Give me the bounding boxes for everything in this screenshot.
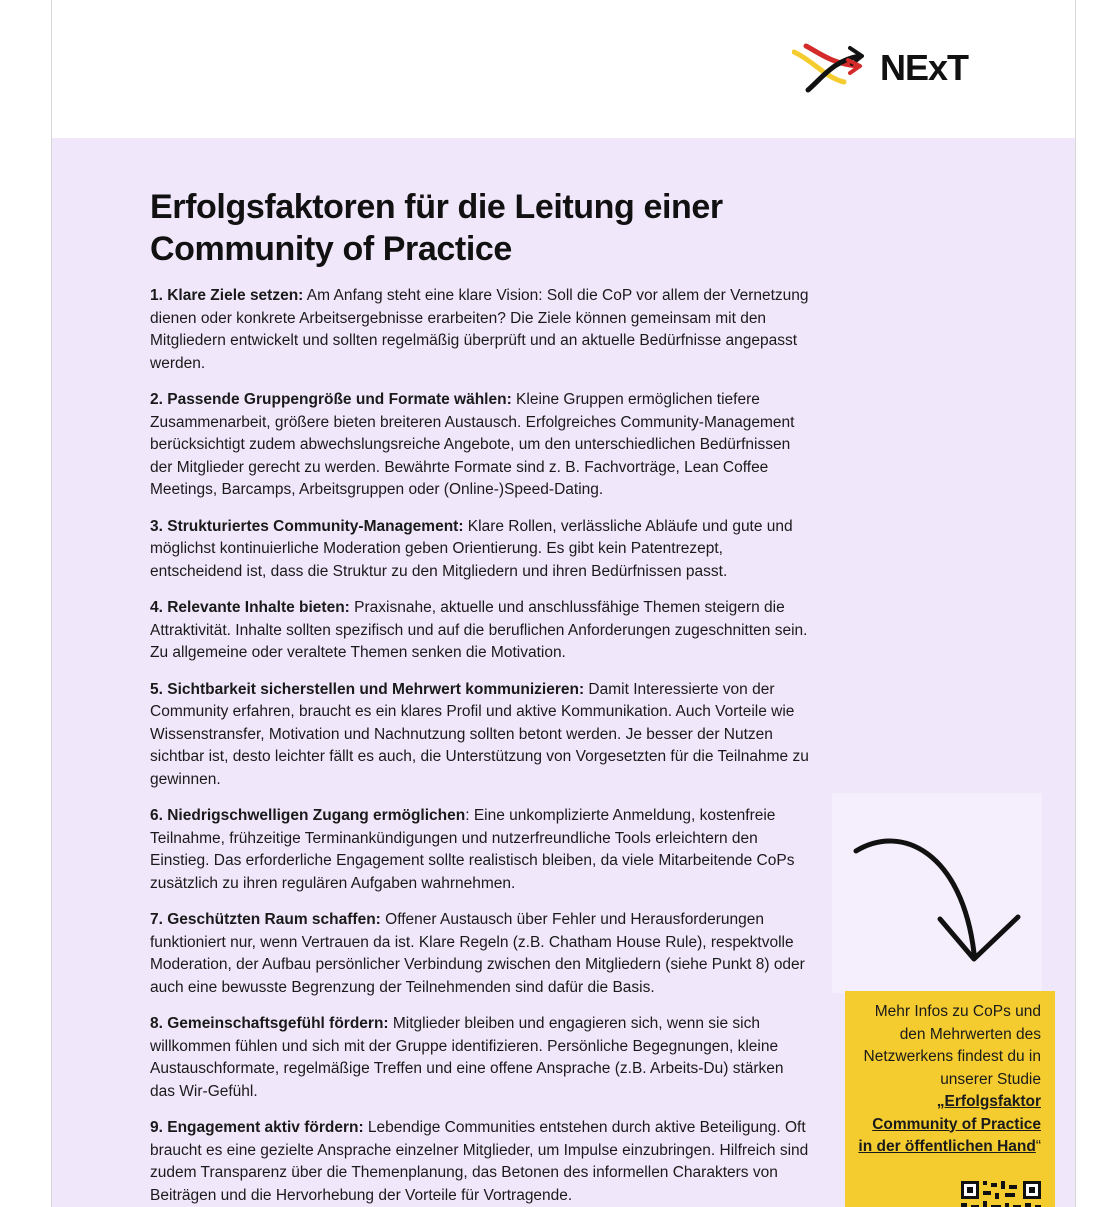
study-link[interactable]: „Erfolgsfaktor Community of Practice in der öffentlichen Hand	[858, 1093, 1041, 1155]
success-factors-list	[150, 285, 810, 1207]
item-lead: 7. Geschützten Raum schaffen:	[150, 911, 381, 928]
item-lead: 3. Strukturiertes Community-Management:	[150, 517, 464, 535]
page-title: Erfolgsfaktoren für die Leitung einer Community of Practice	[150, 188, 723, 268]
item-lead: 8. Gemeinschaftsgefühl fördern:	[150, 1015, 389, 1032]
qr-code-icon[interactable]	[961, 1181, 1041, 1207]
list-item	[150, 516, 810, 584]
next-logo[interactable]	[792, 38, 968, 98]
item-text: Kleine Gruppen ermöglichen tiefere Zusammenarbeit, größere bieten breiteren Austausch. Erfolgreiches Community-Management berücksichtigt zudem abwechslungsreiche Angebote, um den unterschiedlichen Bedürfnissen der Mitglieder gerecht zu werden. Bewährte Formate sind z. B. Fachvorträge, Lean Coffee Meetings, Barcamps, Arbeitsgruppen oder (Online-)Speed-Dating.	[150, 391, 795, 498]
item-lead: 1. Klare Ziele setzen:	[150, 287, 304, 304]
list-item	[150, 597, 810, 665]
list-item	[150, 909, 810, 999]
content-area	[52, 138, 1076, 1207]
arrow-graphic	[832, 793, 1042, 993]
document-page	[51, 0, 1076, 1207]
brand-name: NExT	[880, 47, 969, 88]
list-item	[150, 1013, 810, 1103]
item-text: Am Anfang steht eine klare Vision: Soll die CoP vor allem der Vernetzung dienen oder konkrete Arbeitsergebnisse erarbeiten? Die Ziele können gemeinsam mit den Mitgliedern entwickelt und sollten regelmäßig überprüft und an aktuelle Bedürfnisse angepasst werden.	[150, 287, 809, 372]
item-text: : Eine unkomplizierte Anmeldung, kostenfreie Teilnahme, frühzeitige Terminankündigungen und nutzerfreundliche Tools erleichtern den Einstieg. Das erforderliche Engagement sollte realistisch bleiben, da viele Mitarbeitende CoPs zusätzlich zu ihren regulären Aufgaben wahrnehmen.	[150, 807, 795, 892]
info-text	[855, 1001, 1041, 1159]
item-text: Offener Austausch über Fehler und Herausforderungen funktioniert nur, wenn Vertrauen da ist. Klare Regeln (z.B. Chatham House Rule), respektvolle Moderation, der Aufbau persönlicher Verbindung zwischen den Mitgliedern (siehe Punkt 8) oder auch eine bewusste Begrenzung der Teilnehmenden sind dafür die Basis.	[150, 911, 805, 996]
list-item	[150, 389, 810, 502]
item-text: Praxisnahe, aktuelle und anschlussfähige Themen steigern die Attraktivität. Inhalte sollten spezifisch und auf die beruflichen Anforderungen zugeschnitten sein. Zu allgemeine oder veraltete Themen senken die Motivation.	[150, 599, 808, 661]
info-intro: Mehr Infos zu CoPs und den Mehrwerten des Netzwerkens findest du in unserer Studie	[863, 1003, 1041, 1088]
item-lead: 5. Sichtbarkeit sicherstellen und Mehrwert kommunizieren:	[150, 680, 585, 698]
list-item	[150, 285, 810, 375]
study-info-box	[845, 991, 1055, 1207]
item-text: Damit Interessierte von der Community erfahren, braucht es ein klares Profil und aktive Kommunikation. Auch Vorteile wie Wissenstransfer, Motivation und Nachnutzung sollten betont werden. Je besser der Nutzen sichtbar ist, desto leichter fällt es auch, die Unterstützung von Vorgesetzten für die Teilnahme zu gewinnen.	[150, 680, 809, 788]
item-lead: 4. Relevante Inhalte bieten:	[150, 599, 350, 616]
next-logo-icon	[792, 38, 876, 98]
curved-arrow-icon	[832, 793, 1042, 993]
list-item	[150, 1117, 810, 1207]
item-lead: 2. Passende Gruppengröße und Formate wählen:	[150, 391, 512, 408]
item-lead: 6. Niedrigschwelligen Zugang ermöglichen	[150, 807, 466, 824]
item-text: Klare Rollen, verlässliche Abläufe und gute und möglichst kontinuierliche Moderation geben Orientierung. Es gibt kein Patentrezept, entscheidend ist, dass die Struktur zu den Mitgliedern und ihren Bedürfnissen passt.	[150, 517, 793, 580]
item-lead: 9. Engagement aktiv fördern:	[150, 1119, 364, 1136]
page-header	[52, 0, 1076, 138]
list-item	[150, 679, 810, 792]
list-item	[150, 805, 810, 895]
item-text: Mitglieder bleiben und engagieren sich, wenn sie sich willkommen fühlen und sich mit der Gruppe identifizieren. Persönliche Begegnungen, kleine Austauschformate, regelmäßige Treffen und eine offene Ansprache (z.B. Arbeits-Du) stärken das Wir-Gefühl.	[150, 1015, 784, 1100]
item-text: Lebendige Communities entstehen durch aktive Beteiligung. Oft braucht es eine gezielte Ansprache einzelner Mitglieder, um Impulse einzubringen. Hilfreich sind zudem Transparenz über die Themenplanung, das Betonen des informellen Charakters von Beiträgen und die Hervorhebung der Vorteile für Vortragende.	[150, 1119, 809, 1204]
info-closing-quote: “	[1035, 1138, 1041, 1155]
